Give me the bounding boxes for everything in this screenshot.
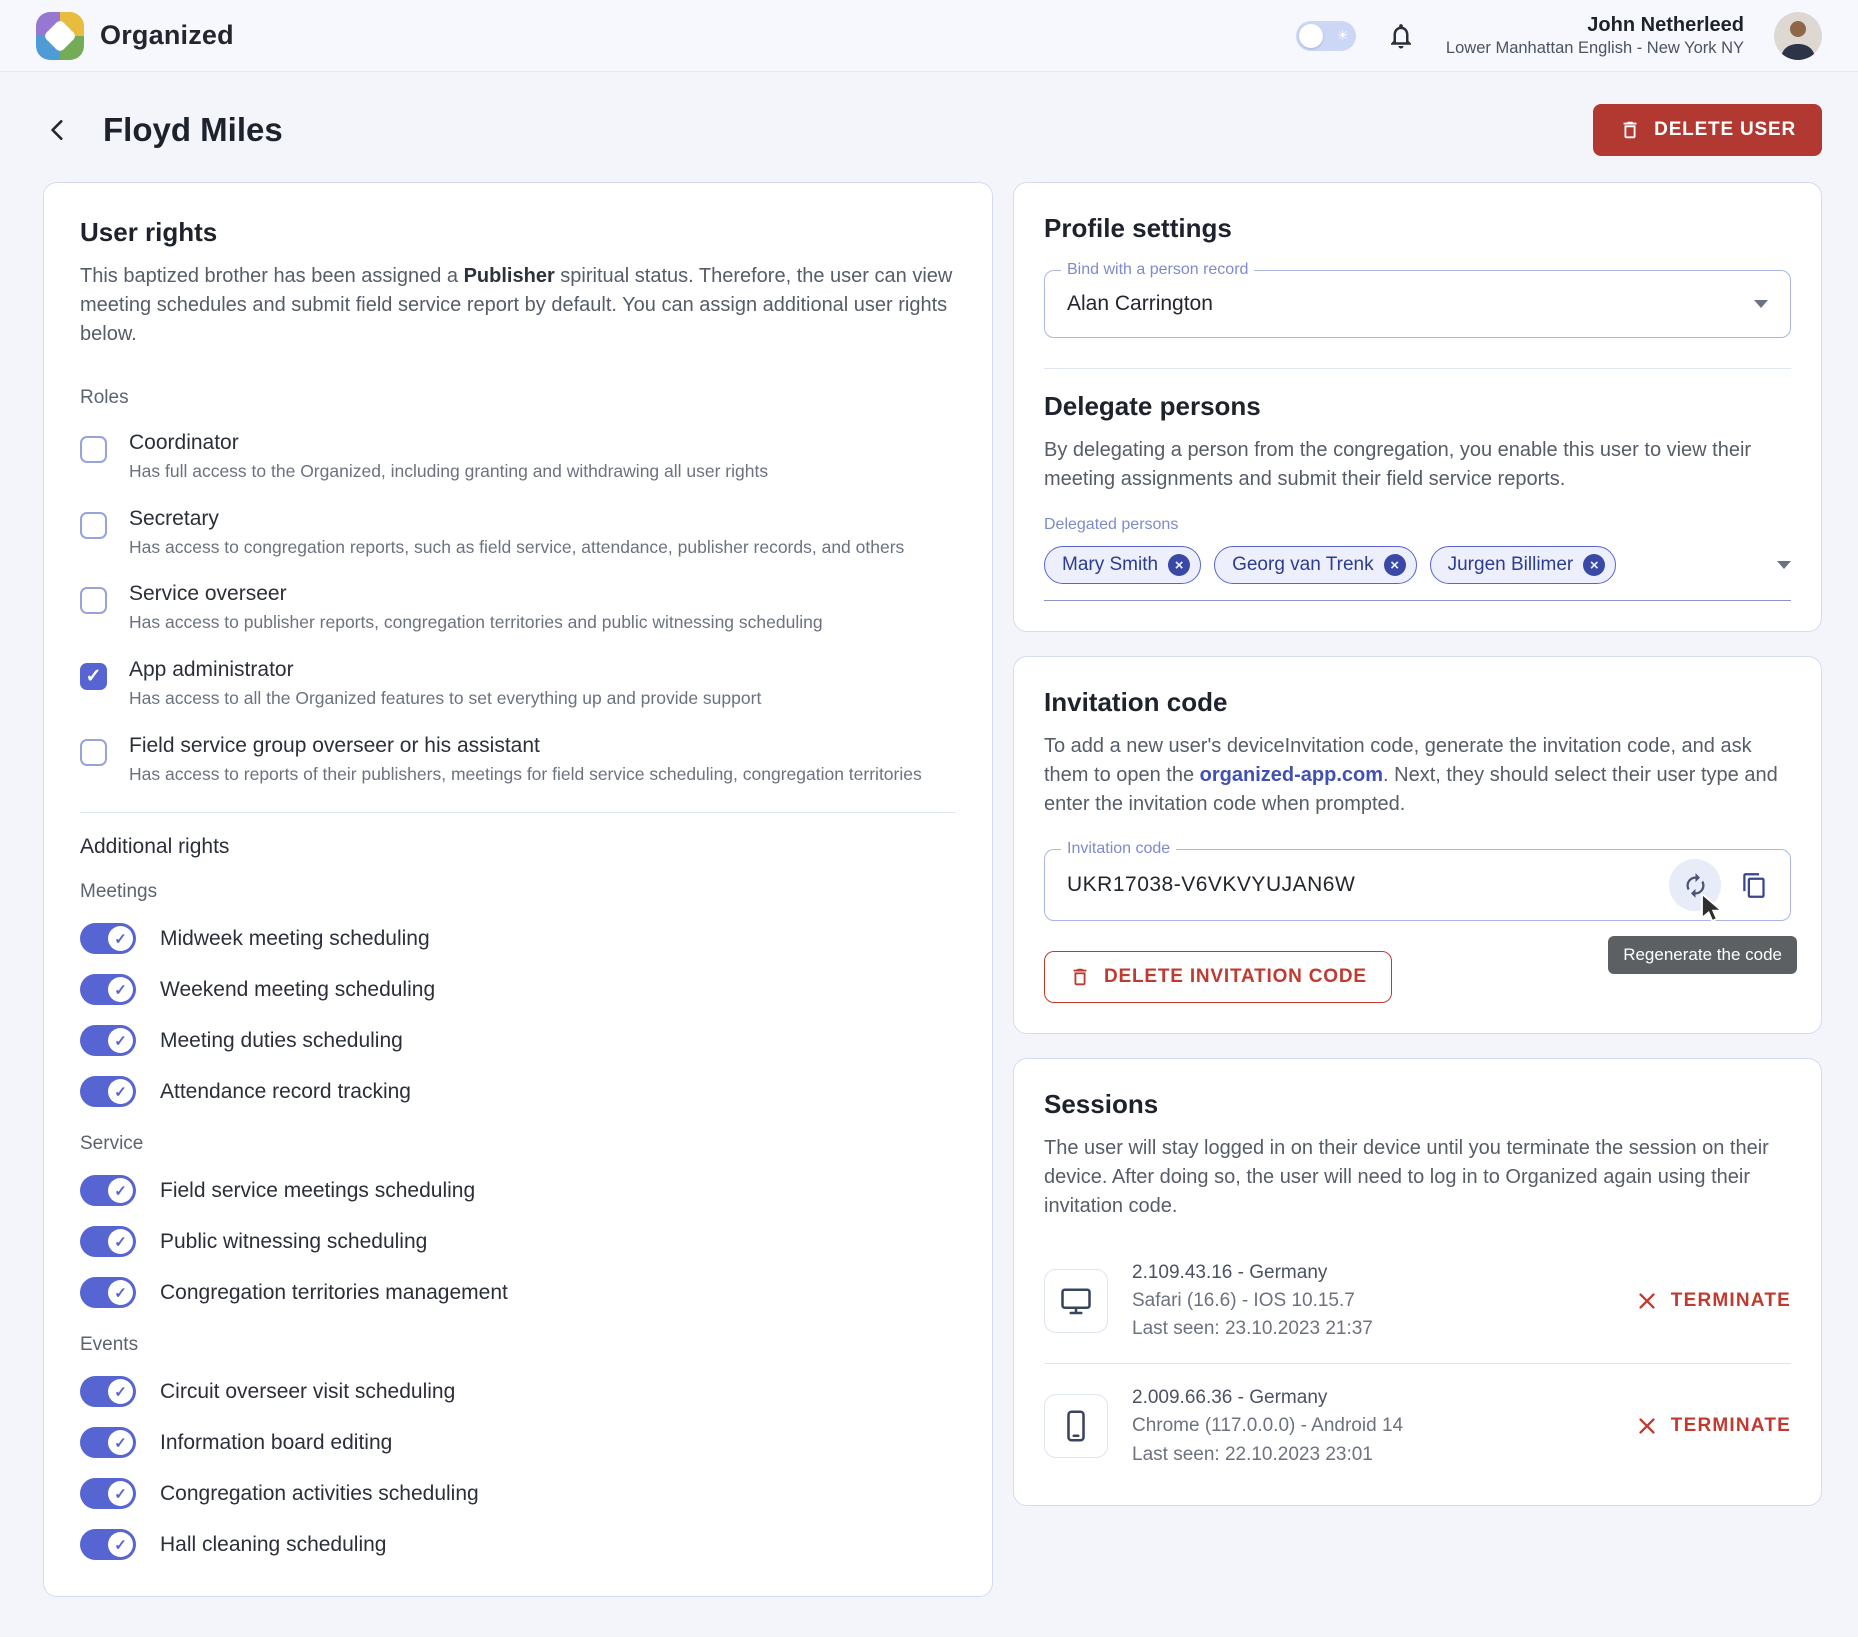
sessions-title: Sessions: [1044, 1089, 1159, 1119]
role-checkbox-coordinator[interactable]: [80, 436, 107, 463]
toggle-label: Congregation activities scheduling: [160, 1481, 479, 1505]
toggle-field-service-meetings-scheduling[interactable]: [80, 1175, 136, 1206]
toggle-knob: ✓: [108, 1229, 133, 1254]
delete-user-label: DELETE USER: [1654, 119, 1796, 140]
terminate-label: TERMINATE: [1670, 1290, 1791, 1312]
role-title: App administrator: [129, 657, 294, 681]
user-rights-description: This baptized brother has been assigned a Publisher spiritual status. Therefore, the user can view meeting schedules and submit field service report by default. You can assign additional user rights below.: [80, 265, 953, 345]
delete-invitation-code-label: DELETE INVITATION CODE: [1104, 966, 1367, 987]
toggle-row: [80, 923, 956, 954]
theme-toggle-knob: [1299, 24, 1323, 48]
toggle-row: [80, 974, 956, 1005]
sun-icon: ☀: [1336, 26, 1349, 43]
session-last-seen: Last seen: 22.10.2023 23:01: [1132, 1443, 1373, 1465]
toggle-label: Congregation territories management: [160, 1280, 508, 1304]
delete-user-button[interactable]: [1593, 104, 1822, 156]
app-logo-icon: [36, 12, 84, 60]
delegate-persons-description: By delegating a person from the congregation, you enable this user to view their meeting assignments and submit their field service reports.: [1044, 439, 1752, 490]
role-checkbox-secretary[interactable]: [80, 512, 107, 539]
regenerate-code-button[interactable]: [1669, 859, 1721, 911]
role-checkbox-app-administrator[interactable]: [80, 663, 107, 690]
role-description: Has access to all the Organized features to set everything up and provide support: [129, 687, 762, 708]
toggle-row: [80, 1376, 956, 1407]
toggle-row: [80, 1427, 956, 1458]
session-browser: Chrome (117.0.0.0) - Android 14: [1132, 1415, 1404, 1437]
toggle-circuit-overseer-visit-scheduling[interactable]: [80, 1376, 136, 1407]
toggle-public-witnessing-scheduling[interactable]: [80, 1226, 136, 1257]
toggle-knob: ✓: [108, 1079, 133, 1104]
profile-settings-card: [1013, 182, 1822, 632]
toggle-meeting-duties-scheduling[interactable]: [80, 1025, 136, 1056]
invitation-code-value: UKR17038-V6VKVYUJAN6W: [1067, 873, 1356, 896]
toggle-knob: ✓: [108, 1028, 133, 1053]
toggle-knob: ✓: [108, 1280, 133, 1305]
session-browser: Safari (16.6) - IOS 10.15.7: [1132, 1290, 1355, 1312]
delete-invitation-code-button[interactable]: [1044, 951, 1392, 1003]
smartphone-icon: [1044, 1394, 1108, 1458]
divider: [1044, 368, 1791, 369]
terminate-session-button[interactable]: [1636, 1415, 1791, 1437]
toggle-congregation-territories-management[interactable]: [80, 1277, 136, 1308]
toggle-label: Field service meetings scheduling: [160, 1178, 476, 1202]
close-icon: [1636, 1415, 1658, 1437]
trash-icon: [1619, 119, 1641, 141]
role-title: Coordinator: [129, 431, 239, 454]
toggle-row: [80, 1277, 956, 1308]
toggle-label: Public witnessing scheduling: [160, 1229, 428, 1253]
chip-label: Georg van Trenk: [1232, 554, 1374, 575]
page-title: Floyd Miles: [103, 111, 283, 148]
terminate-label: TERMINATE: [1670, 1415, 1791, 1437]
toggle-label: Circuit overseer visit scheduling: [160, 1379, 456, 1403]
group-label-events: Events: [80, 1334, 139, 1356]
notifications-bell-icon[interactable]: [1386, 21, 1416, 51]
current-user-congregation: Lower Manhattan English - New York NY: [1445, 38, 1744, 57]
group-label-service: Service: [80, 1133, 144, 1155]
toggle-label: Midweek meeting scheduling: [160, 926, 430, 950]
roles-label: Roles: [80, 387, 129, 408]
remove-chip-icon[interactable]: ×: [1168, 554, 1190, 576]
chevron-down-icon[interactable]: [1754, 300, 1768, 308]
desktop-monitor-icon: [1044, 1269, 1108, 1333]
sessions-description: The user will stay logged in on their device until you terminate the session on their device. After doing so, the user will need to log in to Organized again using their invitation code.: [1044, 1137, 1769, 1217]
role-row-service-overseer: [80, 582, 956, 635]
toggle-weekend-meeting-scheduling[interactable]: [80, 974, 136, 1005]
toggle-label: Meeting duties scheduling: [160, 1028, 403, 1052]
chevron-down-icon[interactable]: [1777, 561, 1791, 569]
invitation-code-field[interactable]: [1044, 840, 1791, 921]
chip-georg-van-trenk[interactable]: [1214, 546, 1417, 584]
trash-icon: [1069, 966, 1091, 988]
toggle-row: [80, 1529, 956, 1560]
toggle-row: [80, 1226, 956, 1257]
toggle-knob: ✓: [108, 977, 133, 1002]
close-icon: [1636, 1290, 1658, 1312]
chip-jurgen-billimer[interactable]: [1430, 546, 1617, 584]
role-row-secretary: [80, 507, 956, 560]
chip-label: Mary Smith: [1062, 554, 1159, 575]
role-title: Field service group overseer or his assistant: [129, 733, 540, 757]
topbar: [0, 0, 1858, 72]
avatar[interactable]: [1774, 12, 1822, 60]
toggle-label: Weekend meeting scheduling: [160, 977, 436, 1001]
toggle-midweek-meeting-scheduling[interactable]: [80, 923, 136, 954]
additional-rights-title: Additional rights: [80, 835, 230, 859]
role-title: Secretary: [129, 506, 219, 530]
toggle-row: [80, 1076, 956, 1107]
role-row-field-service-group-overseer: [80, 734, 956, 787]
spiritual-status: Publisher: [463, 265, 555, 287]
toggle-row: [80, 1025, 956, 1056]
invitation-code-field-label: Invitation code: [1061, 840, 1176, 858]
bind-person-label: Bind with a person record: [1061, 261, 1254, 279]
role-description: Has full access to the Organized, including granting and withdrawing all user rights: [129, 461, 769, 481]
session-ip: 2.109.43.16 - Germany: [1132, 1262, 1328, 1283]
current-user-name: John Netherleed: [1587, 13, 1744, 36]
user-rights-card: [43, 182, 993, 1597]
invitation-code-title: Invitation code: [1044, 687, 1228, 717]
role-row-coordinator: [80, 431, 956, 484]
session-row-mobile: [1044, 1364, 1791, 1474]
theme-toggle[interactable]: [1296, 21, 1356, 51]
bind-person-value: Alan Carrington: [1067, 292, 1213, 315]
remove-chip-icon[interactable]: ×: [1384, 554, 1406, 576]
delegate-persons-title: Delegate persons: [1044, 391, 1261, 421]
toggle-congregation-activities-scheduling[interactable]: [80, 1478, 136, 1509]
role-checkbox-field-service-group-overseer[interactable]: [80, 739, 107, 766]
back-button[interactable]: [43, 115, 73, 145]
remove-chip-icon[interactable]: ×: [1583, 554, 1605, 576]
regenerate-tooltip: Regenerate the code: [1608, 936, 1797, 974]
role-title: Service overseer: [129, 582, 287, 606]
toggle-knob: ✓: [108, 1430, 133, 1455]
toggle-hall-cleaning-scheduling[interactable]: [80, 1529, 136, 1560]
toggle-knob: ✓: [108, 1481, 133, 1506]
profile-settings-title: Profile settings: [1044, 213, 1232, 243]
toggle-label: Attendance record tracking: [160, 1079, 411, 1103]
session-last-seen: Last seen: 23.10.2023 21:37: [1132, 1318, 1373, 1340]
role-description: Has access to reports of their publishers, meetings for field service scheduling, congregation territories: [129, 763, 922, 784]
page-header: [0, 72, 1858, 182]
delegated-persons-input[interactable]: [1044, 546, 1791, 601]
sessions-card: [1013, 1058, 1822, 1506]
app-name: Organized: [100, 20, 234, 50]
terminate-session-button[interactable]: [1636, 1290, 1791, 1312]
invitation-code-card: [1013, 656, 1822, 1034]
invitation-code-description: To add a new user's deviceInvitation code, generate the invitation code, and ask them to open the organized-app.com. Next, they should select their user type and enter the invitation code when prompted.: [1044, 735, 1778, 815]
chip-label: Jurgen Billimer: [1447, 554, 1574, 575]
chip-mary-smith[interactable]: [1044, 546, 1201, 584]
divider: [80, 812, 956, 813]
toggle-row: [80, 1175, 956, 1206]
session-ip: 2.009.66.36 - Germany: [1132, 1387, 1328, 1409]
group-label-meetings: Meetings: [80, 881, 158, 903]
toggle-row: [80, 1478, 956, 1509]
toggle-label: Information board editing: [160, 1430, 393, 1454]
toggle-label: Hall cleaning scheduling: [160, 1532, 387, 1556]
delegated-persons-label: Delegated persons: [1044, 516, 1179, 533]
role-row-app-administrator: [80, 658, 956, 711]
toggle-knob: ✓: [108, 1532, 133, 1557]
toggle-knob: ✓: [108, 1178, 133, 1203]
bind-person-select[interactable]: [1044, 261, 1791, 338]
user-rights-title: User rights: [80, 217, 218, 247]
copy-code-icon[interactable]: [1741, 872, 1768, 899]
role-description: Has access to congregation reports, such as field service, attendance, publisher records, and others: [129, 536, 905, 557]
toggle-information-board-editing[interactable]: [80, 1427, 136, 1458]
toggle-knob: ✓: [108, 926, 133, 951]
role-description: Has access to publisher reports, congregation territories and public witnessing scheduling: [129, 612, 823, 633]
role-checkbox-service-overseer[interactable]: [80, 587, 107, 614]
invitation-code-field-wrap: [1044, 840, 1791, 964]
organized-app-link[interactable]: organized-app.com: [1199, 764, 1384, 786]
toggle-attendance-record-tracking[interactable]: [80, 1076, 136, 1107]
current-user-info: [1446, 12, 1744, 59]
toggle-knob: ✓: [108, 1379, 133, 1404]
session-row-desktop: [1044, 1239, 1791, 1363]
